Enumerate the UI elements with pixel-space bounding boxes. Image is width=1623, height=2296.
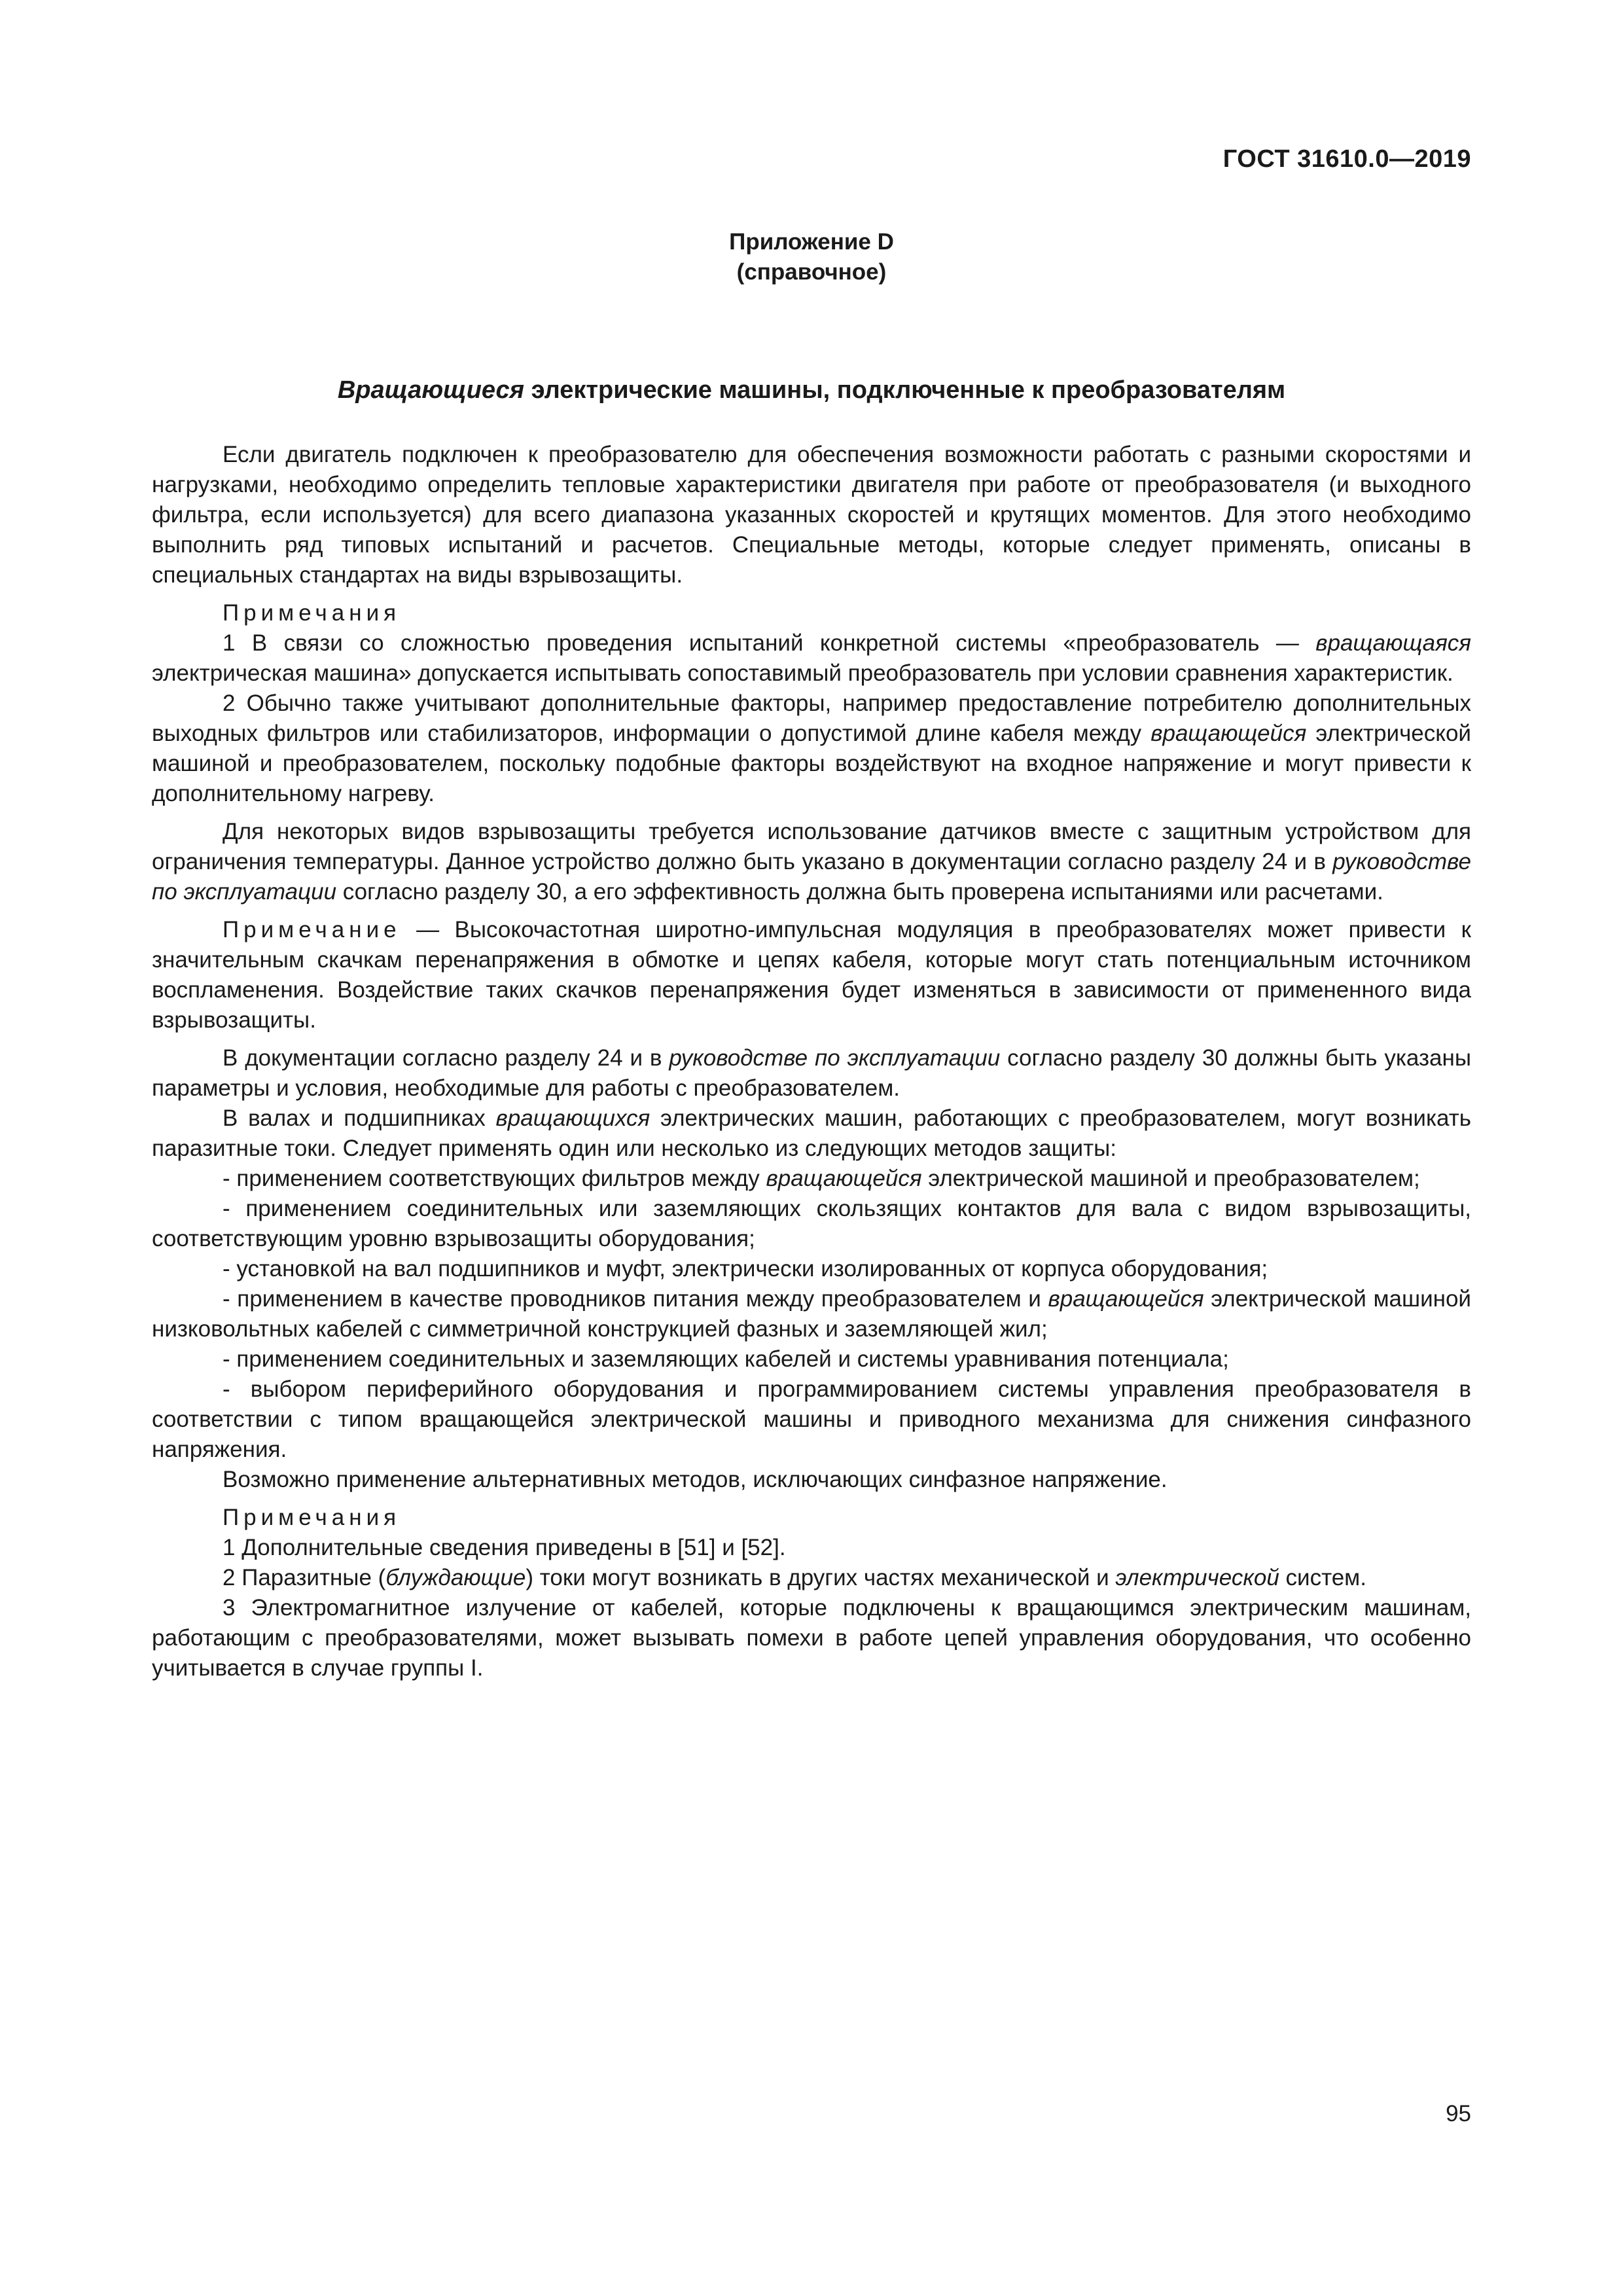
paragraph: [152, 1103, 1471, 1164]
note-text: ) токи могут возникать в других частях механической и: [526, 1565, 1116, 1590]
note-text: 2 Обычно также учитывают дополнительные факторы, например предоставление потребителю дополнительных выходных фильтров или стабилизаторов, информации о допустимой длине кабеля между: [152, 691, 1471, 746]
notes-heading: [152, 598, 1471, 628]
notes-heading-text: Примечания: [223, 600, 401, 626]
paragraph-text: Для некоторых видов взрывозащиты требуется использование датчиков вместе с защитным устройством для ограничения температуры. Данное устройство должно быть указано в документации согласно разделу 24 и в: [152, 819, 1471, 874]
notes-heading: [152, 1503, 1471, 1533]
paragraph-italic: руководстве по эксплуатации: [152, 849, 1471, 905]
paragraph-text: согласно разделу 30 должны быть указаны параметры и условия, необходимые для работы с преобразователем.: [152, 1045, 1472, 1101]
list-item-italic: вращающейся: [1048, 1286, 1204, 1312]
paragraph-text: В валах и подшипниках: [223, 1105, 496, 1131]
list-item: - применением соединительных или заземляющих скользящих контактов для вала с видом взрывозащиты, соответствующим уровню взрывозащиты оборудования;: [152, 1196, 1471, 1251]
list-item-text: - применением в качестве проводников питания между преобразователем и: [223, 1286, 1048, 1312]
note-text: электрической машиной и преобразователем, поскольку подобные факторы воздействуют на входное напряжение и могут привести к дополнительному нагреву.: [152, 721, 1471, 806]
note-item: 3 Электромагнитное излучение от кабелей, которые подключены к вращающимся электрическим машинам, работающим с преобразователями, может вызывать помехи в работе цепей управления оборудования, что особенно учитывается в случае группы I.: [152, 1595, 1471, 1681]
paragraph: [152, 1043, 1471, 1103]
note-italic: вращающейся: [1150, 721, 1307, 746]
section-title: [152, 376, 1471, 404]
section-title-italic: Вращающиеся: [337, 376, 525, 404]
body-text: [152, 440, 1471, 1683]
list-item: - выбором периферийного оборудования и программированием системы управления преобразователя в соответствии с типом вращающейся электрической машины и приводного механизма для снижения синфазного напряжения.: [152, 1376, 1471, 1462]
note-text: электрическая машина» допускается испытывать сопоставимый преобразователь при условии сравнения характеристик.: [152, 660, 1454, 686]
paragraph-text: электрических машин, работающих с преобразователем, могут возникать паразитные токи. Следует применять один или несколько из следующих методов защиты:: [152, 1105, 1472, 1161]
document-number: ГОСТ 31610.0—2019: [1222, 145, 1471, 173]
list-item-text: электрической машиной и преобразователем;: [921, 1166, 1420, 1191]
section-title-rest: электрические машины, подключенные к преобразователям: [524, 376, 1286, 404]
note-item: [152, 1563, 1471, 1593]
paragraph: Возможно применение альтернативных методов, исключающих синфазное напряжение.: [223, 1467, 1168, 1492]
list-item: - применением соединительных и заземляющих кабелей и системы уравнивания потенциала;: [223, 1346, 1229, 1372]
note-item: [152, 689, 1471, 809]
paragraph-text: В документации согласно разделу 24 и в: [223, 1045, 669, 1071]
paragraph: [152, 817, 1471, 907]
list-item-text: - применением соответствующих фильтров между: [223, 1166, 766, 1191]
paragraph-text: согласно разделу 30, а его эффективность должна быть проверена испытаниями или расчетами.: [336, 879, 1383, 905]
note-heading: Примечание: [223, 917, 401, 942]
paragraph-italic: руководстве по эксплуатации: [669, 1045, 1001, 1071]
paragraph-italic: вращающихся: [495, 1105, 651, 1131]
note-text: 2 Паразитные (: [223, 1565, 386, 1590]
list-item-text: электрической машиной низковольтных кабелей с симметричной конструкцией фазных и заземляющей жил;: [152, 1286, 1471, 1342]
list-item: [152, 1284, 1471, 1344]
annex-title: Приложение D: [729, 229, 894, 255]
note-italic: блуждающие: [385, 1565, 526, 1590]
paragraph: Если двигатель подключен к преобразователю для обеспечения возможности работать с разными скоростями и нагрузками, необходимо определить тепловые характеристики двигателя при работе от преобразователя (и выходного фильтра, если используется) для всего диапазона указанных скоростей и крутящих моментов. Для этого необходимо выполнить ряд типовых испытаний и расчетов. Специальные методы, которые следует применять, описаны в специальных стандартах на виды взрывозащиты.: [152, 442, 1471, 588]
note-italic: вращающаяся: [1315, 630, 1471, 656]
list-item: - установкой на вал подшипников и муфт, электрически изолированных от корпуса оборудования;: [223, 1256, 1268, 1282]
page-number: 95: [1446, 2101, 1471, 2126]
list-item: [152, 1164, 1471, 1194]
note-text: 1 В связи со сложностью проведения испытаний конкретной системы «преобразователь —: [223, 630, 1316, 656]
note-text: — Высокочастотная широтно-импульсная модуляция в преобразователях может привести к значительным скачкам перенапряжения в обмотке и цепях кабеля, которые могут стать потенциальным источником воспламенения. Воздействие таких скачков перенапряжения будет изменяться в зависимости от примененного вида взрывозащиты.: [152, 917, 1471, 1033]
annex-kind: (справочное): [736, 259, 887, 285]
note-item: [152, 628, 1471, 689]
note-single: [152, 915, 1471, 1035]
list-item-italic: вращающейся: [766, 1166, 922, 1191]
notes-heading-text: Примечания: [223, 1505, 401, 1530]
note-text: систем.: [1279, 1565, 1366, 1590]
note-italic: электрической: [1115, 1565, 1279, 1590]
note-item: 1 Дополнительные сведения приведены в [51] и [52].: [223, 1535, 786, 1560]
